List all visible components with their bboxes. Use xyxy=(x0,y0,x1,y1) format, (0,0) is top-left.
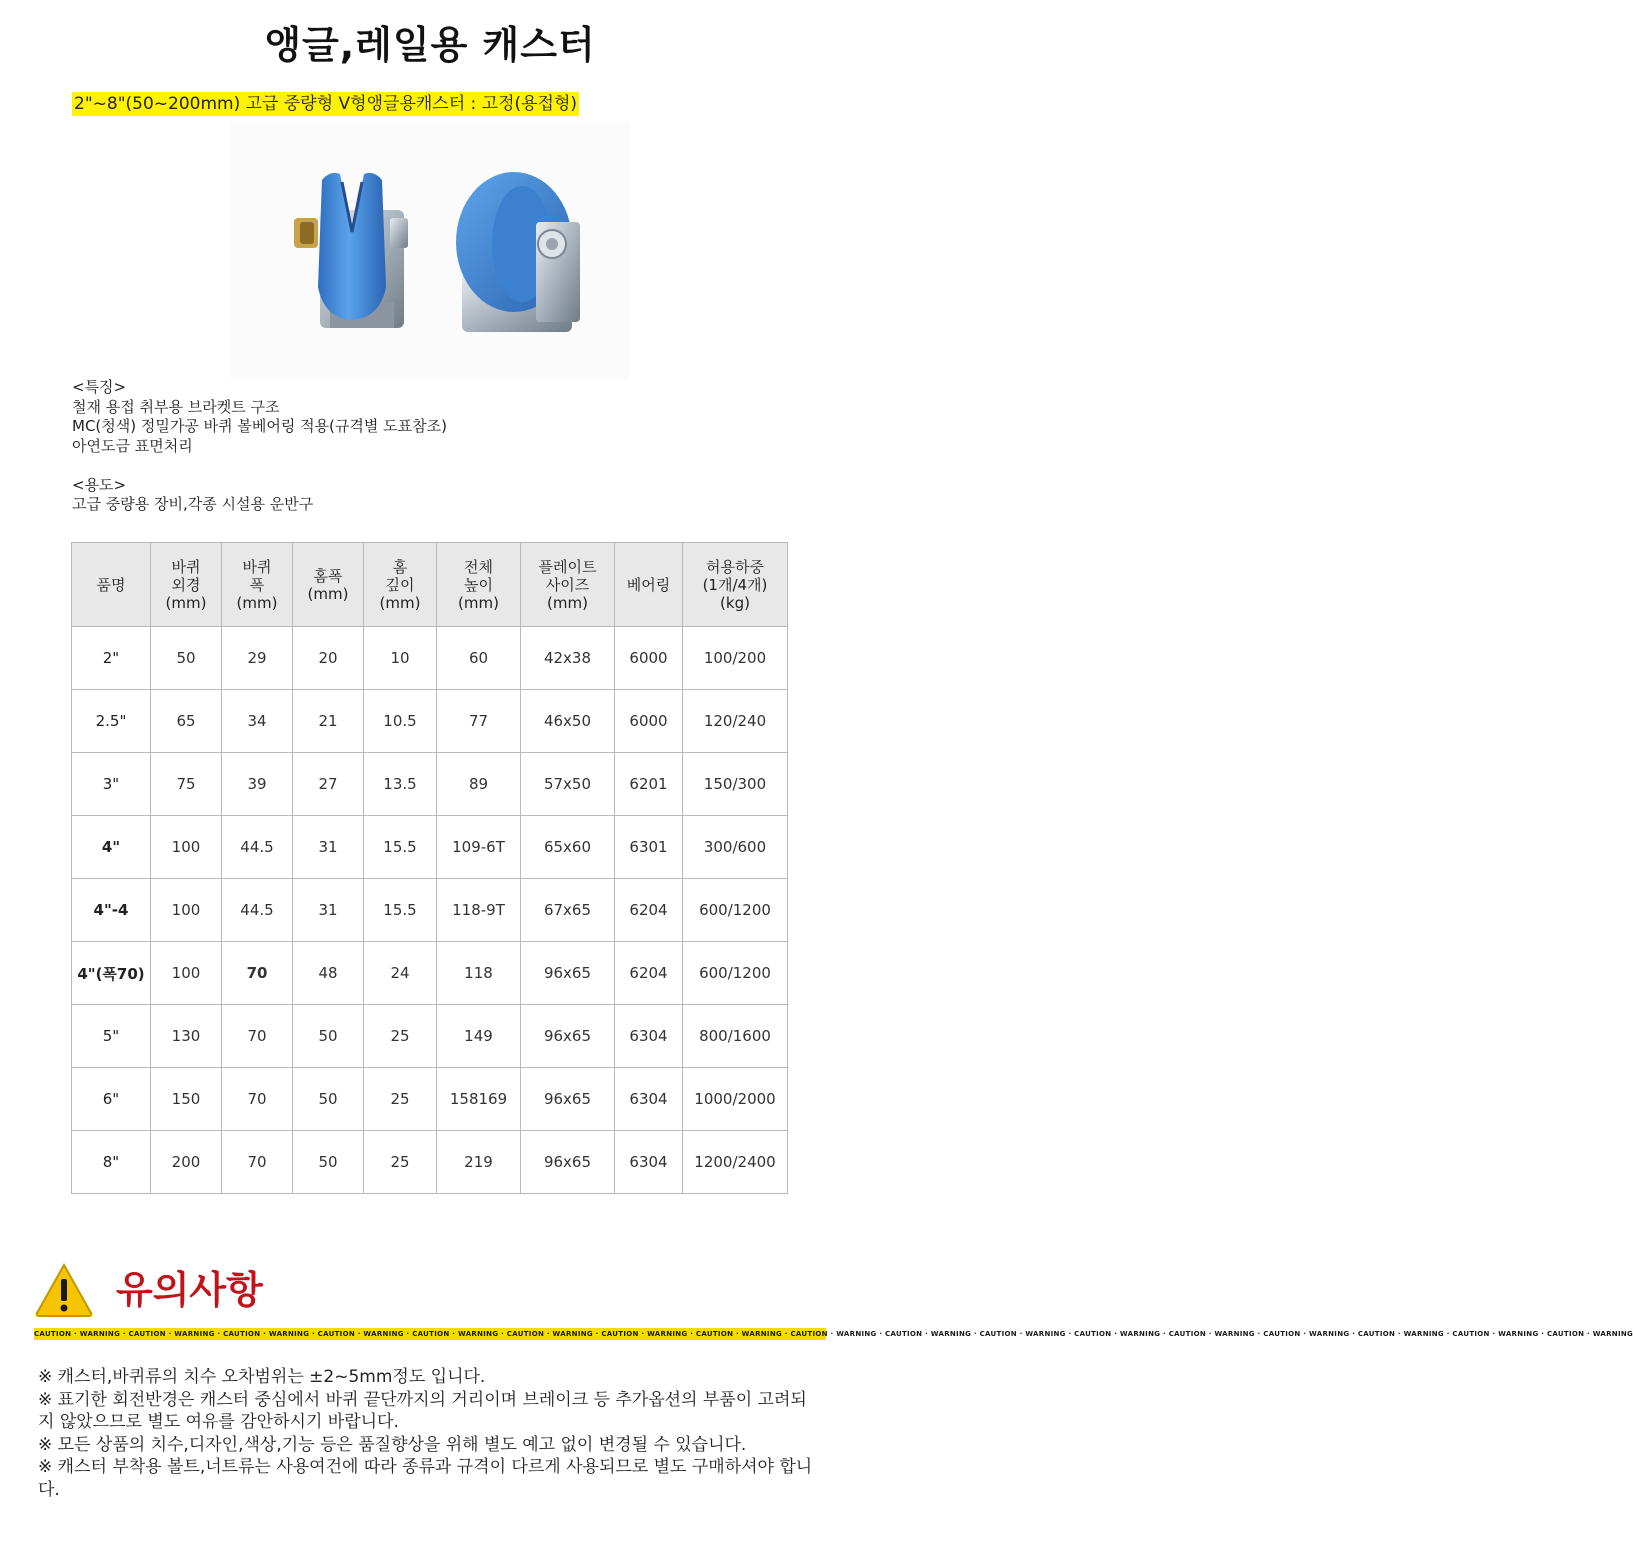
table-cell: 70 xyxy=(222,942,293,1005)
table-cell: 10.5 xyxy=(364,690,437,753)
table-cell: 20 xyxy=(293,627,364,690)
table-cell: 42x38 xyxy=(521,627,615,690)
caution-note: ※ 모든 상품의 치수,디자인,색상,기능 등은 품질향상을 위해 별도 예고 없이 변경될 수 있습니다. xyxy=(38,1434,747,1455)
table-cell: 120/240 xyxy=(683,690,788,753)
table-cell: 15.5 xyxy=(364,879,437,942)
table-cell: 6301 xyxy=(615,816,683,879)
table-cell: 800/1600 xyxy=(683,1005,788,1068)
product-photo xyxy=(230,122,630,380)
table-cell: 118-9T xyxy=(437,879,521,942)
table-cell: 100/200 xyxy=(683,627,788,690)
table-cell: 118 xyxy=(437,942,521,1005)
column-header-line: (mm) xyxy=(307,584,349,603)
page-title: 앵글,레일용 캐스터 xyxy=(264,23,596,67)
column-header-line: (mm) xyxy=(379,593,421,612)
column-header xyxy=(293,543,364,627)
features-section xyxy=(72,378,772,515)
column-header-line: 전체 xyxy=(464,557,493,576)
column-header-line: (mm) xyxy=(165,593,207,612)
product-name-cell: 5" xyxy=(72,1005,151,1068)
table-cell: 67x65 xyxy=(521,879,615,942)
caution-notes xyxy=(38,1366,818,1501)
table-cell: 25 xyxy=(364,1068,437,1131)
table-cell: 13.5 xyxy=(364,753,437,816)
column-header-line: 베어링 xyxy=(626,575,671,594)
column-header-line: 허용하중 xyxy=(706,557,764,576)
table-cell: 100 xyxy=(151,879,222,942)
table-row xyxy=(72,1005,788,1068)
table-cell: 24 xyxy=(364,942,437,1005)
caution-note: ※ 캐스터,바퀴류의 치수 오차범위는 ±2~5mm정도 입니다. xyxy=(38,1367,486,1387)
table-cell: 6304 xyxy=(615,1005,683,1068)
table-cell: 77 xyxy=(437,690,521,753)
product-name-cell: 4"-4 xyxy=(72,879,151,942)
table-cell: 600/1200 xyxy=(683,879,788,942)
table-cell: 150/300 xyxy=(683,753,788,816)
table-cell: 219 xyxy=(437,1131,521,1194)
table-cell: 300/600 xyxy=(683,816,788,879)
table-cell: 50 xyxy=(151,627,222,690)
product-name-cell: 3" xyxy=(72,753,151,816)
table-row xyxy=(72,1068,788,1131)
table-cell: 60 xyxy=(437,627,521,690)
product-name-cell: 4"(폭70) xyxy=(72,942,151,1005)
product-name-cell: 6" xyxy=(72,1068,151,1131)
column-header xyxy=(615,543,683,627)
column-header-line: 플레이트 xyxy=(538,557,597,576)
caster-illustration xyxy=(230,122,630,380)
caution-title: 유의사항 xyxy=(116,1268,263,1312)
table-cell: 600/1200 xyxy=(683,942,788,1005)
table-cell: 89 xyxy=(437,753,521,816)
column-header-line: 폭 xyxy=(249,575,265,594)
table-cell: 44.5 xyxy=(222,879,293,942)
spec-table xyxy=(71,542,788,1194)
table-cell: 27 xyxy=(293,753,364,816)
table-cell: 46x50 xyxy=(521,690,615,753)
feature-line: 철재 용접 취부용 브라켓트 구조 xyxy=(72,397,280,416)
usage-header: <용도> xyxy=(72,475,127,494)
column-header-line: 홈 xyxy=(392,557,408,576)
product-name-cell: 2" xyxy=(72,627,151,690)
table-cell: 96x65 xyxy=(521,942,615,1005)
table-cell: 130 xyxy=(151,1005,222,1068)
column-header-line: 높이 xyxy=(464,575,493,594)
column-header xyxy=(72,543,151,627)
table-cell: 6204 xyxy=(615,879,683,942)
caution-stripe: CAUTION · WARNING · CAUTION · WARNING · CAUTION · WARNING · CAUTION · WARNING · CAUTION · WARNING · CAUTION · WARNING · CAUTION · WARNING · CAUTION · WARNING · CAUTION · WARNING · CAUTION · WARNING · CAUTION · WARNING · CAUTION · WARNING · CAUTION · WARNING · CAUTION · WARNING · CAUTION · WARNING · CAUTION · WARNING · CAUTION · WARNING xyxy=(34,1330,1633,1338)
features-header: <특징> xyxy=(72,378,127,396)
column-header xyxy=(683,543,788,627)
column-header-line: 홈폭 xyxy=(313,566,343,585)
table-cell: 44.5 xyxy=(222,816,293,879)
table-row xyxy=(72,942,788,1005)
table-row xyxy=(72,879,788,942)
table-cell: 1000/2000 xyxy=(683,1068,788,1131)
table-cell: 100 xyxy=(151,816,222,879)
table-cell: 25 xyxy=(364,1005,437,1068)
table-row xyxy=(72,816,788,879)
table-cell: 109-6T xyxy=(437,816,521,879)
table-cell: 96x65 xyxy=(521,1131,615,1194)
column-header-line: 외경 xyxy=(171,575,201,594)
table-cell: 50 xyxy=(293,1005,364,1068)
table-cell: 6000 xyxy=(615,690,683,753)
table-cell: 150 xyxy=(151,1068,222,1131)
usage-line: 고급 중량용 장비,각종 시설용 운반구 xyxy=(72,495,314,513)
table-cell: 48 xyxy=(293,942,364,1005)
table-cell: 6204 xyxy=(615,942,683,1005)
table-cell: 50 xyxy=(293,1131,364,1194)
column-header-line: 사이즈 xyxy=(545,575,590,594)
product-subtitle: 2"~8"(50~200mm) 고급 중량형 V형앵글용캐스터 : 고정(용접형) xyxy=(74,94,578,114)
table-cell: 50 xyxy=(293,1068,364,1131)
feature-line: 아연도금 표면처리 xyxy=(72,436,193,455)
table-cell: 100 xyxy=(151,942,222,1005)
table-cell: 10 xyxy=(364,627,437,690)
column-header-line: (mm) xyxy=(458,593,499,612)
table-header-row xyxy=(72,543,788,627)
column-header xyxy=(222,543,293,627)
column-header-line: (1개/4개) xyxy=(702,575,768,594)
table-cell: 65x60 xyxy=(521,816,615,879)
column-header-line: (mm) xyxy=(547,593,588,612)
table-row xyxy=(72,1131,788,1194)
table-cell: 34 xyxy=(222,690,293,753)
table-cell: 25 xyxy=(364,1131,437,1194)
table-cell: 29 xyxy=(222,627,293,690)
warning-triangle-icon xyxy=(34,1262,94,1318)
column-header-line: 바퀴 xyxy=(242,557,272,576)
column-header-line: (kg) xyxy=(720,593,750,612)
table-cell: 15.5 xyxy=(364,816,437,879)
table-cell: 158169 xyxy=(437,1068,521,1131)
table-cell: 70 xyxy=(222,1131,293,1194)
table-cell: 6201 xyxy=(615,753,683,816)
table-cell: 57x50 xyxy=(521,753,615,816)
table-cell: 31 xyxy=(293,879,364,942)
column-header xyxy=(437,543,521,627)
table-row xyxy=(72,753,788,816)
table-cell: 21 xyxy=(293,690,364,753)
caution-note: ※ 표기한 회전반경은 캐스터 중심에서 바퀴 끝단까지의 거리이며 브레이크 등 추가옵션의 부품이 고려되지 않았으므로 별도 여유를 감안하시기 바랍니다. xyxy=(38,1389,807,1432)
column-header-line: 바퀴 xyxy=(171,557,201,576)
table-cell: 149 xyxy=(437,1005,521,1068)
product-name-cell: 4" xyxy=(72,816,151,879)
table-cell: 31 xyxy=(293,816,364,879)
column-header xyxy=(521,543,615,627)
column-header xyxy=(151,543,222,627)
column-header xyxy=(364,543,437,627)
column-header-line: 깊이 xyxy=(385,575,415,594)
table-cell: 96x65 xyxy=(521,1005,615,1068)
caution-note: ※ 캐스터 부착용 볼트,너트류는 사용여건에 따라 종류과 규격이 다르게 사용되므로 별도 구매하셔야 합니다. xyxy=(38,1457,813,1500)
table-cell: 6304 xyxy=(615,1131,683,1194)
table-cell: 75 xyxy=(151,753,222,816)
column-header-line: (mm) xyxy=(236,593,278,612)
product-name-cell: 8" xyxy=(72,1131,151,1194)
table-cell: 6000 xyxy=(615,627,683,690)
table-cell: 6304 xyxy=(615,1068,683,1131)
table-cell: 96x65 xyxy=(521,1068,615,1131)
table-cell: 1200/2400 xyxy=(683,1131,788,1194)
table-cell: 200 xyxy=(151,1131,222,1194)
table-cell: 39 xyxy=(222,753,293,816)
table-row xyxy=(72,690,788,753)
feature-line: MC(청색) 정밀가공 바퀴 볼베어링 적용(규격별 도표참조) xyxy=(72,417,447,435)
side-caster-image xyxy=(456,172,580,332)
table-cell: 70 xyxy=(222,1005,293,1068)
table-cell: 70 xyxy=(222,1068,293,1131)
table-cell: 65 xyxy=(151,690,222,753)
column-header-line: 품명 xyxy=(96,575,126,594)
table-row xyxy=(72,627,788,690)
front-caster-image xyxy=(294,173,408,328)
product-name-cell: 2.5" xyxy=(72,690,151,753)
